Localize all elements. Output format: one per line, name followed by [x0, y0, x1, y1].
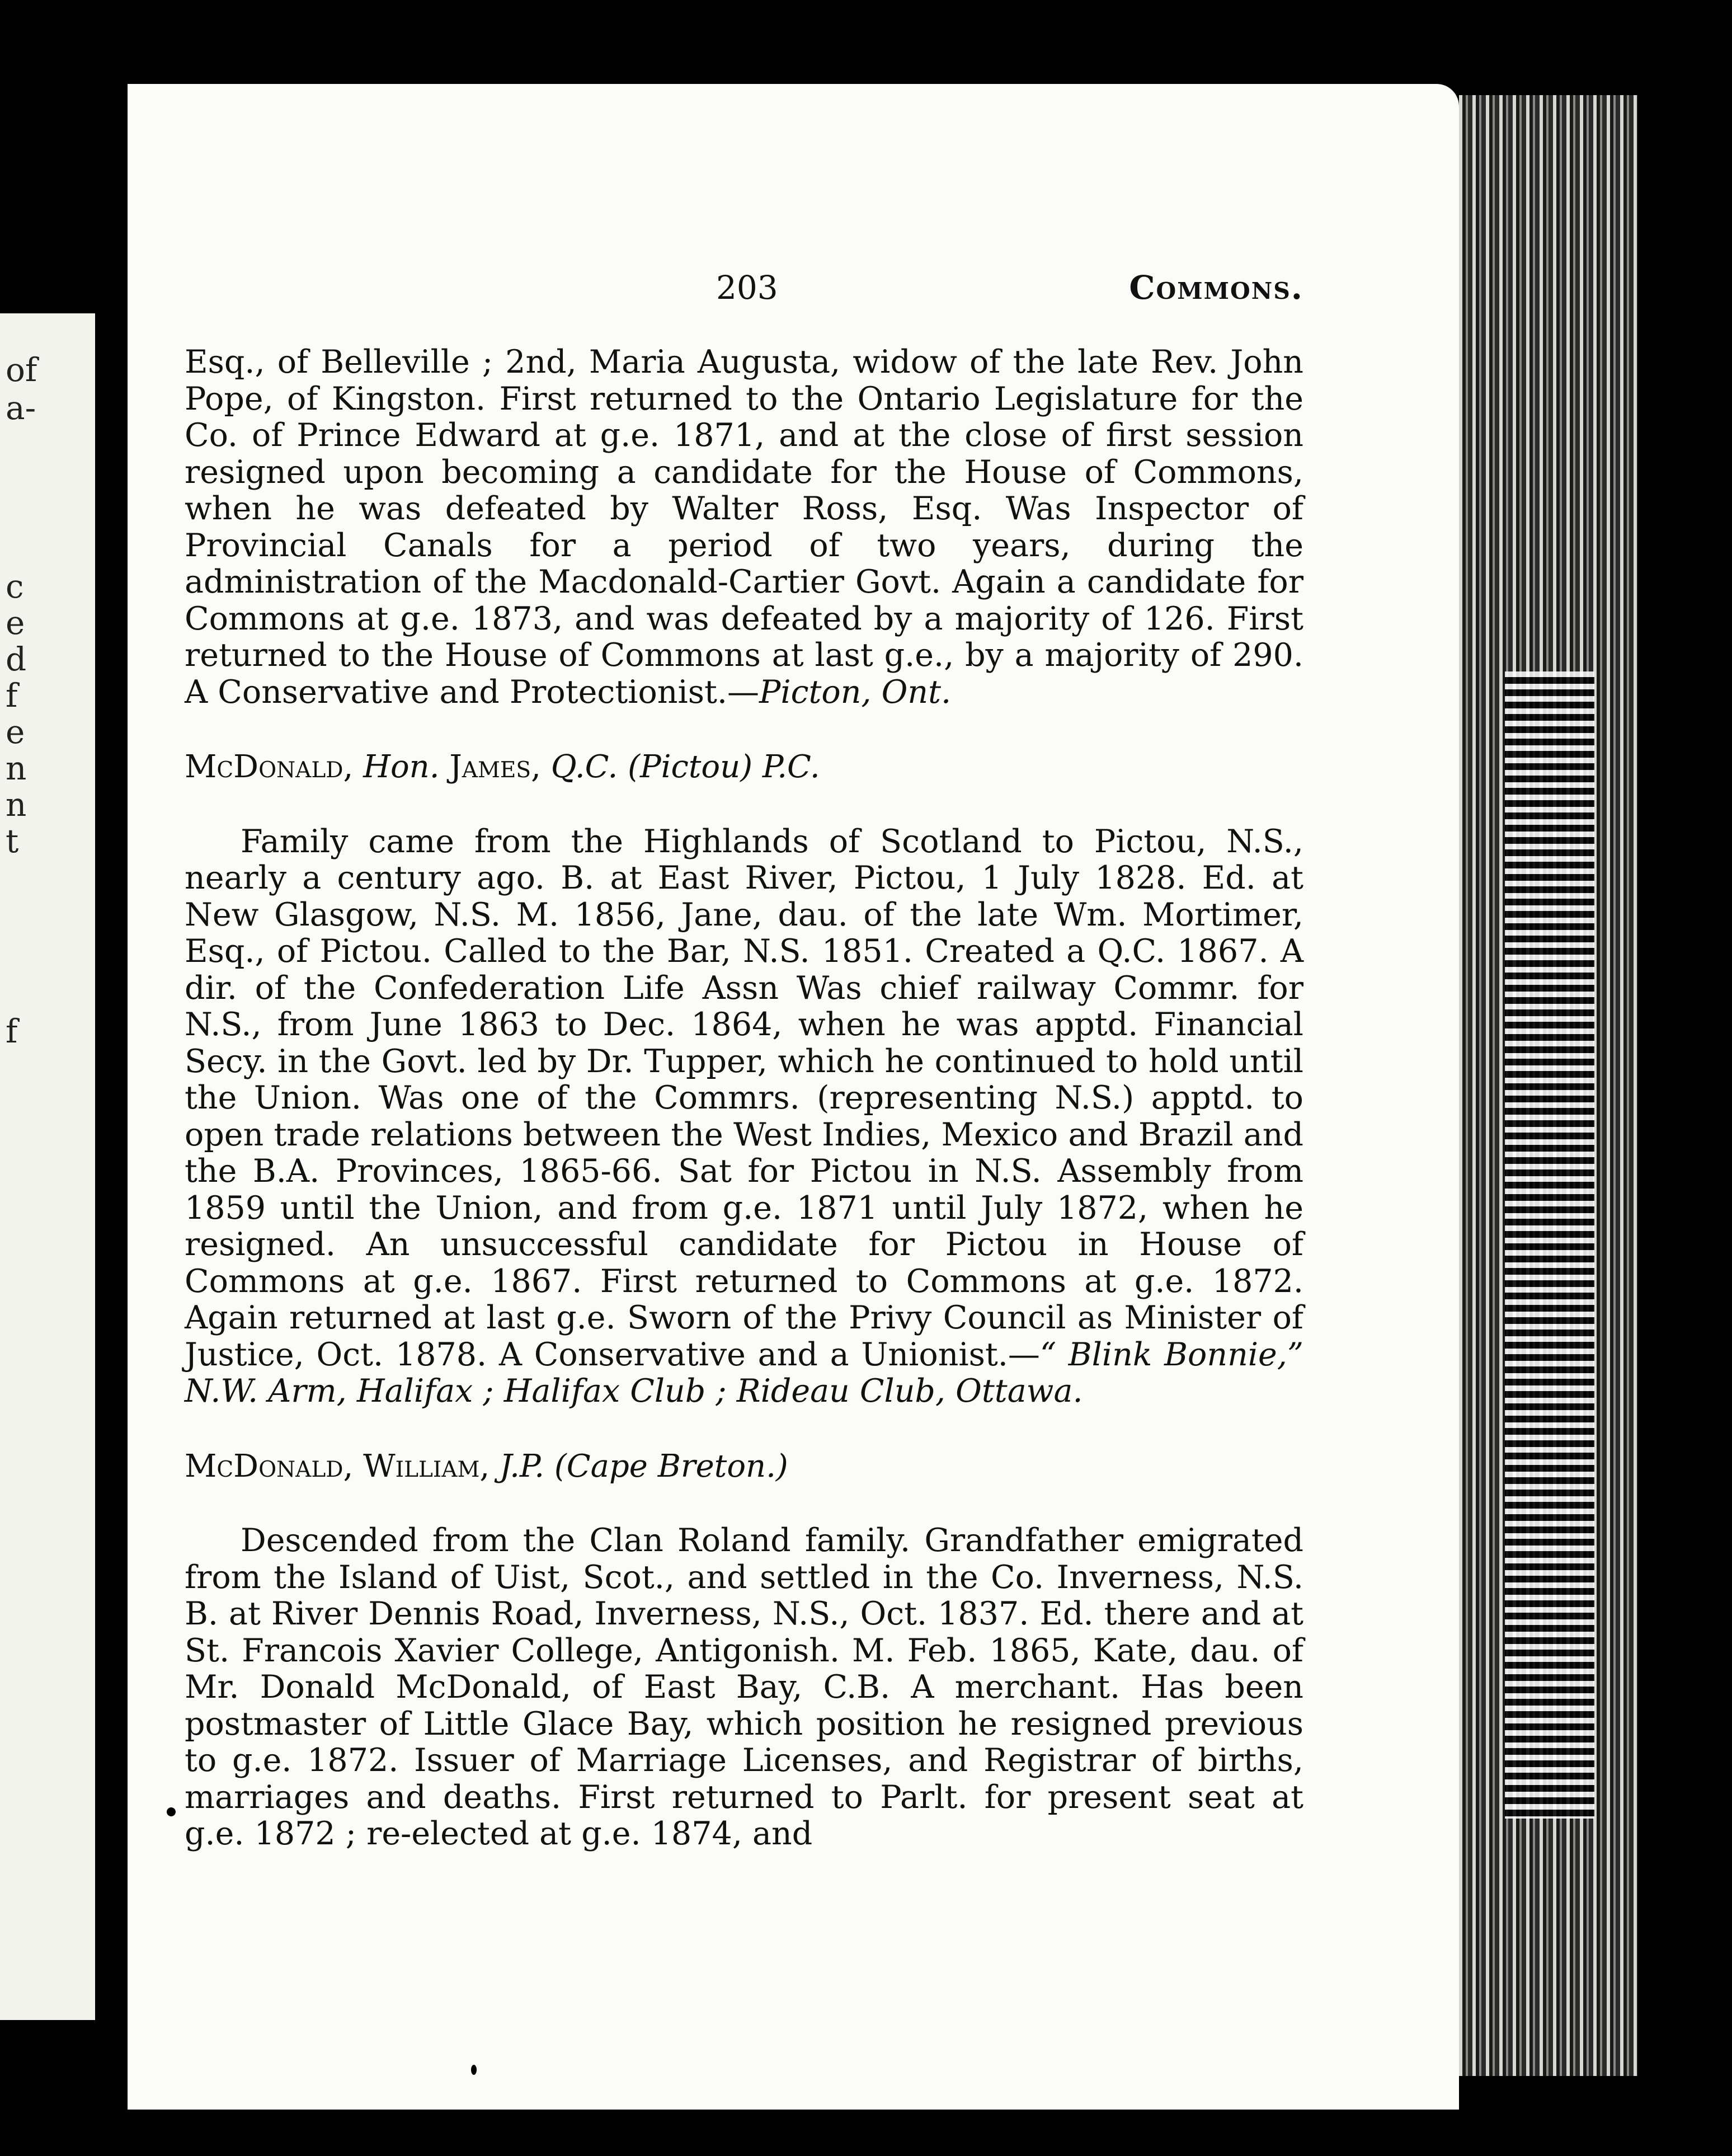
given-name: William, — [363, 1448, 490, 1485]
margin-fragment: e — [6, 604, 25, 642]
entry-body-james — [185, 824, 1303, 1410]
page-body — [185, 344, 1303, 1853]
honorific: Hon. — [363, 749, 440, 785]
jp-designation: J.P. — [500, 1448, 545, 1485]
margin-fragment: n — [6, 786, 27, 824]
ink-speck — [167, 1807, 176, 1816]
continued-entry-text: Esq., of Belleville ; 2nd, Maria Augusta, widow of the late Rev. John Pope, of Kingston. First returned to the Ontario Legislature for the Co. of Prince Edward at g.e. 1871, and at the close of first session resigned upon becoming a candidate for the House of Commons, when he was defeated by Walter Ross, Esq. Was Inspector of Provincial Canals for a period of two years, during the administration of the Macdonald-Cartier Govt. Again a candidate for Commons at g.e. 1873, and was defeated by a majority of 126. First returned to the House of Commons at last g.e., by a majority of 290. A Conservative and Protectionist.— — [185, 344, 1303, 711]
continued-entry — [185, 344, 1303, 711]
margin-fragment: c — [6, 567, 24, 605]
surname: McDonald, — [185, 749, 354, 785]
margin-fragment: n — [6, 749, 27, 787]
entry-body-text: Family came from the Highlands of Scotland to Pictou, N.S., nearly a century ago. B. at East River, Pictou, 1 July 1828. Ed. at New Glasgow, N.S. M. 1856, Jane, dau. of the late Wm. Mortimer, Esq., of Pictou. Called to the Bar, N.S. 1851. Created a Q.C. 1867. A dir. of the Confederation Life Assn Was chief railway Commr. for N.S., from June 1863 to Dec. 1864, when he was apptd. Financial Secy. in the Govt. led by Dr. Tupper, which he continued to hold until the Union. Was one of the Commrs. (representing N.S.) apptd. to open trade relations between the West Indies, Mexico and Brazil and the B.A. Provinces, 1865-66. Sat for Pictou in N.S. Assembly from 1859 until the Union, and from g.e. 1871 until July 1872, when he resigned. An unsuccessful candidate for Pictou in House of Commons at g.e. 1867. First returned to Commons at g.e. 1872. Again returned at last g.e. Sworn of the Privy Council as Minister of Justice, Oct. 1878. A Conservative and a Unionist.— — [185, 823, 1303, 1373]
ink-speck — [471, 2065, 477, 2075]
margin-fragment: f — [6, 677, 18, 715]
margin-fragment: e — [6, 713, 25, 751]
margin-fragment: t — [6, 822, 19, 860]
riding: (Cape Breton.) — [554, 1448, 788, 1485]
entry-heading-william — [185, 1448, 1303, 1485]
entry-address: “ Blink Bonnie,” N.W. Arm, Halifax ; Halifax Club ; Rideau Club, Ottawa. — [185, 1336, 1303, 1410]
surname: McDonald, — [185, 1448, 354, 1485]
margin-fragment: a- — [6, 389, 36, 427]
margin-fragment: f — [6, 1012, 18, 1050]
running-header — [185, 269, 1303, 319]
riding: (Pictou) — [628, 749, 753, 785]
page-number: 203 — [716, 269, 778, 307]
adjacent-page-edge — [0, 313, 95, 2020]
qc-designation: Q.C. — [550, 749, 618, 785]
margin-fragment: of — [6, 351, 37, 389]
entry-body-text: Descended from the Clan Roland family. Grandfather emigrated from the Island of Uist, Scot., and settled in the Co. Inverness, N.S. B. at River Dennis Road, Inverness, N.S., Oct. 1837. Ed. there and at St. Francois Xavier College, Antigonish. M. Feb. 1865, Kate, dau. of Mr. Donald McDonald, of East Bay, C.B. A merchant. Has been postmaster of Little Glace Bay, which position he resigned previous to g.e. 1872. Issuer of Marriage Licenses, and Registrar of births, marriages and deaths. First returned to Parlt. for present seat at g.e. 1872 ; re-elected at g.e. 1874, and — [185, 1522, 1303, 1852]
margin-fragment: d — [6, 640, 27, 678]
entry-heading-james — [185, 749, 1303, 786]
entry-body-william — [185, 1523, 1303, 1853]
pc-designation: P.C. — [762, 749, 820, 785]
library-stamp-band — [1505, 671, 1594, 1819]
continued-entry-address: Picton, Ont. — [759, 673, 952, 711]
section-title: Commons. — [1129, 269, 1303, 307]
given-name: James, — [449, 749, 541, 785]
